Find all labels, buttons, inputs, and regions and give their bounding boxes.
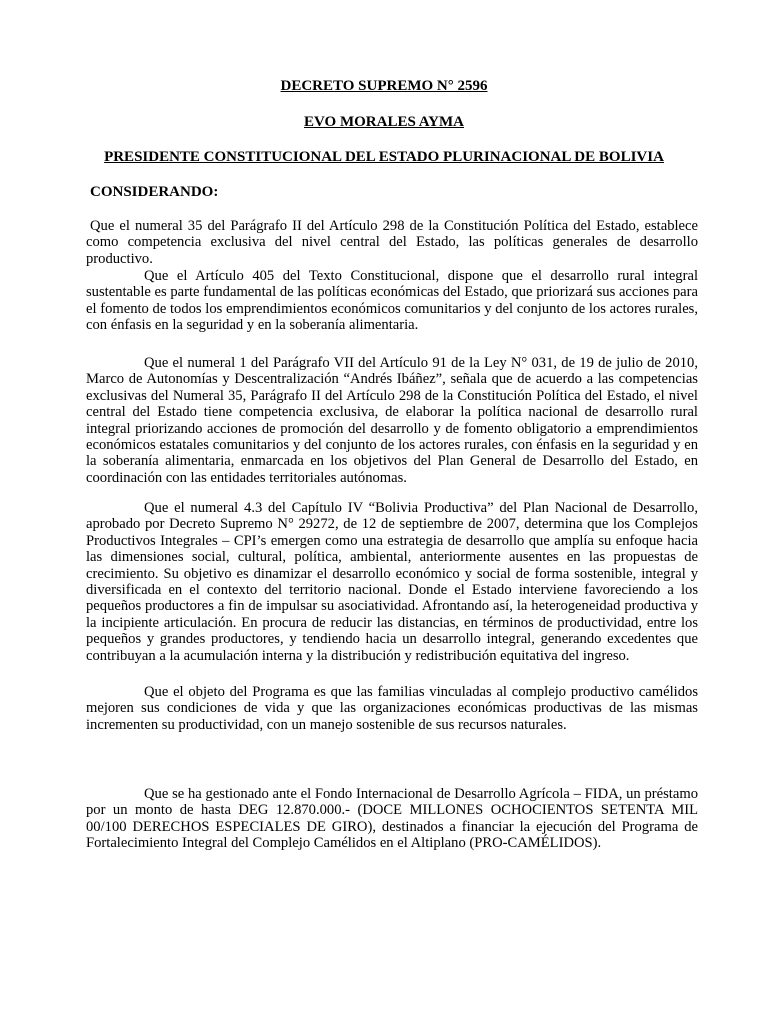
considerando-heading: CONSIDERANDO: bbox=[90, 184, 219, 200]
paragraph-4: Que el numeral 4.3 del Capítulo IV “Bolivia Productiva” del Plan Nacional de Desarrollo, aprobado por Decreto Supremo N° 29272, de 12 de septiembre de 2007, determina que los Complejos Productivos Integrales – CPI’s emergen como una estrategia de desarrollo que amplía su enfoque hacia las dimensiones social, cultural, política, ambiental, anteriormente ausentes en las propuestas de crecimiento. Su objetivo es dinamizar el desarrollo económico y social de forma sostenible, integral y diversificada en el contexto del territorio nacional. Donde el Estado interviene favoreciendo a los pequeños productores a fin de impulsar su asociatividad. Afrontando así, la heterogeneidad productiva y la incipiente articulación. En procura de reducir las distancias, en términos de productividad, entre los pequeños y grandes productores, y tendiendo hacia un desarrollo integral, generando excedentes que contribuyan a la acumulación interna y la distribución y redistribución equitativa del ingreso. bbox=[86, 500, 698, 664]
paragraph-3: Que el numeral 1 del Parágrafo VII del Artículo 91 de la Ley N° 031, de 19 de julio de 2010, Marco de Autonomías y Descentralización “Andrés Ibáñez”, señala que de acuerdo a las competencias exclusivas del Numeral 35, Parágrafo II del Artículo 298 de la Constitución Política del Estado, el nivel central del Estado tiene competencia exclusiva, de elaborar la política nacional de desarrollo rural integral priorizando acciones de promoción del desarrollo y de fomento obligatorio a emprendimientos económicos estatales comunitarios y del conjunto de los actores rurales, con énfasis en la seguridad y en la soberanía alimentaria, enmarcada en los objetivos del Plan General de Desarrollo del Estado, en coordinación con las entidades territoriales autónomas. bbox=[86, 355, 698, 486]
paragraph-2: Que el Artículo 405 del Texto Constitucional, dispone que el desarrollo rural integral sustentable es parte fundamental de las políticas económicas del Estado, que priorizará sus acciones para el fomento de todos los emprendimientos económicos comunitarios y del conjunto de los actores rurales, con énfasis en la seguridad y en la soberanía alimentaria. bbox=[86, 268, 698, 334]
paragraph-1: Que el numeral 35 del Parágrafo II del Artículo 298 de la Constitución Política del Estado, establece como competencia exclusiva del nivel central del Estado, las políticas generales de desarrollo productivo. bbox=[86, 218, 698, 267]
president-office-title: PRESIDENTE CONSTITUCIONAL DEL ESTADO PLURINACIONAL DE BOLIVIA bbox=[104, 149, 664, 165]
decree-number-title: DECRETO SUPREMO N° 2596 bbox=[280, 78, 488, 94]
president-name-title: EVO MORALES AYMA bbox=[304, 114, 464, 130]
paragraph-6: Que se ha gestionado ante el Fondo Internacional de Desarrollo Agrícola – FIDA, un préstamo por un monto de hasta DEG 12.870.000.- (DOCE MILLONES OCHOCIENTOS SETENTA MIL 00/100 DERECHOS ESPECIALES DE GIRO), destinados a financiar la ejecución del Programa de Fortalecimiento Integral del Complejo Camélidos en el Altiplano (PRO-CAMÉLIDOS). bbox=[86, 786, 698, 852]
paragraph-5: Que el objeto del Programa es que las familias vinculadas al complejo productivo camélidos mejoren sus condiciones de vida y que las organizaciones económicas productivas de las mismas incrementen su productividad, con un manejo sostenible de sus recursos naturales. bbox=[86, 684, 698, 733]
